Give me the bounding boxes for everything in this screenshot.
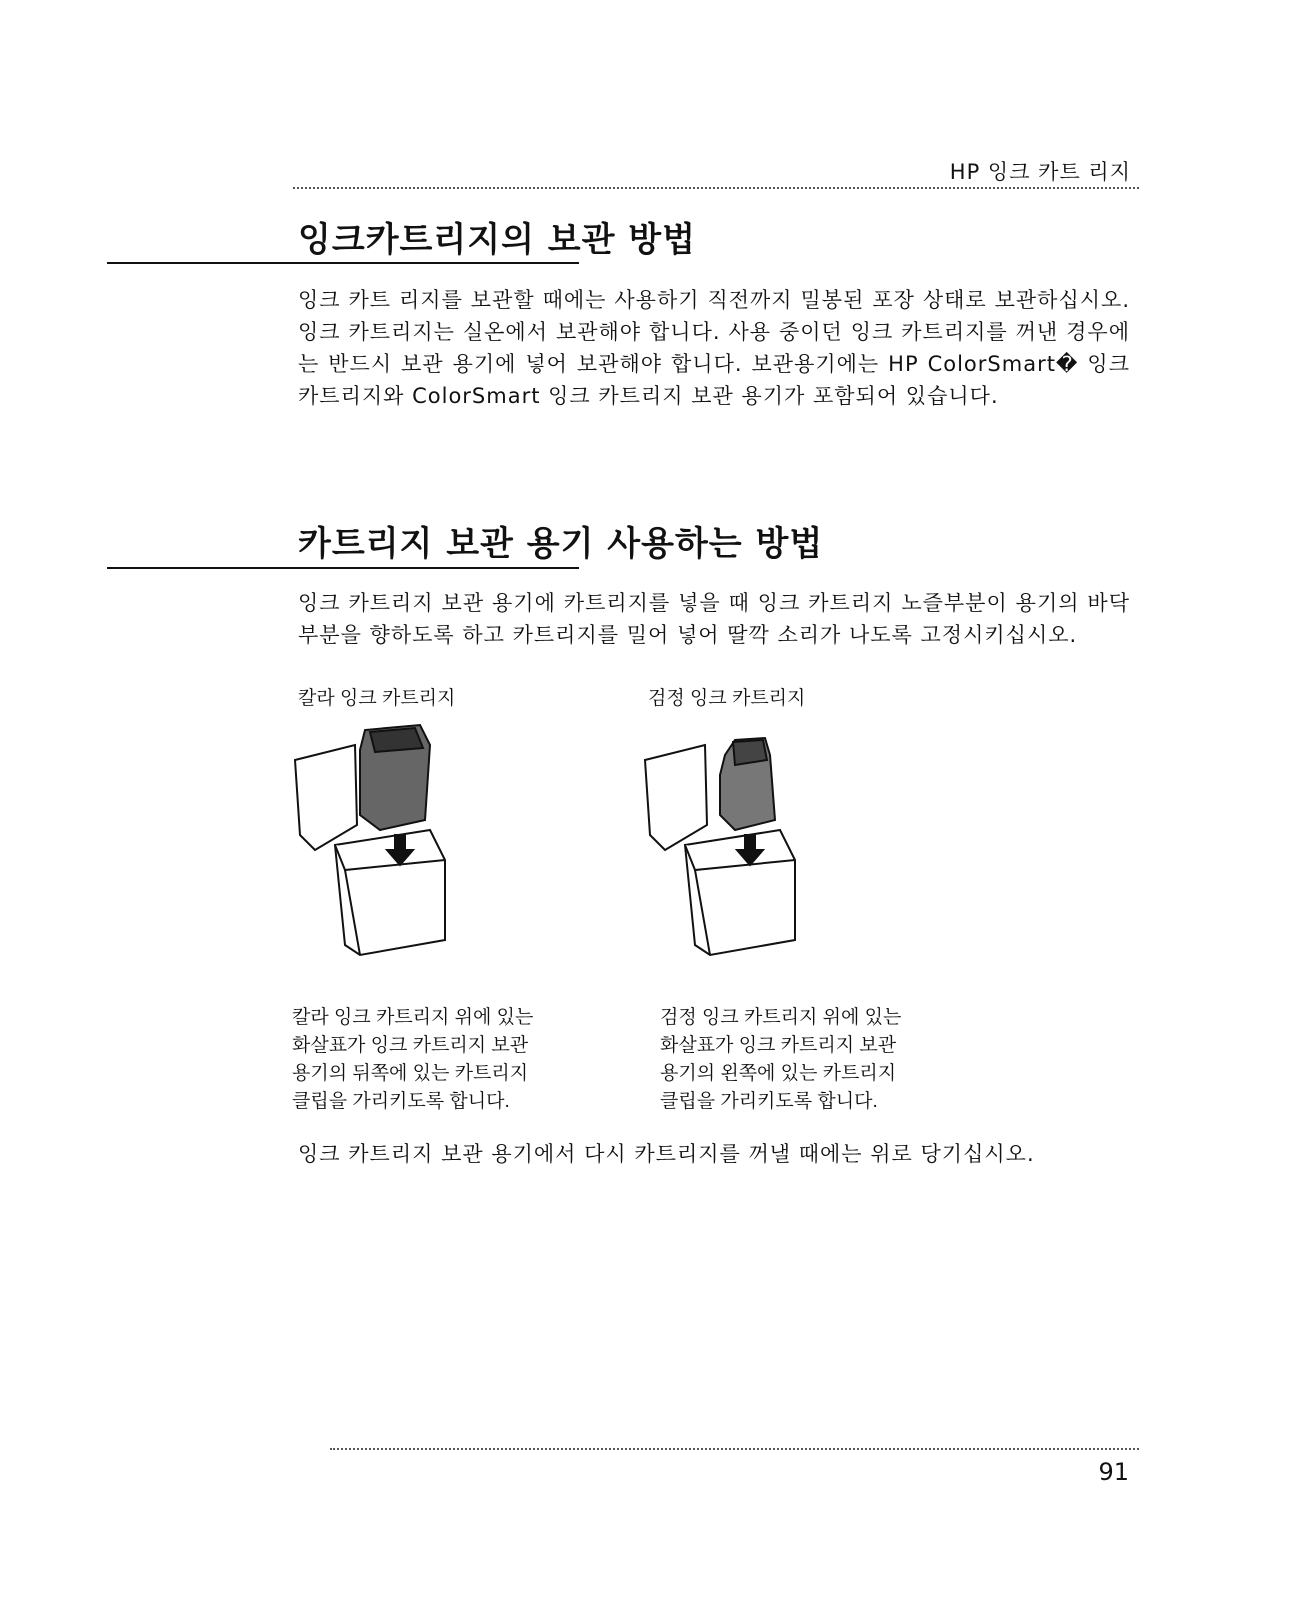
figure-caption-black: 검정 잉크 카트리지 <box>648 688 806 709</box>
color-cartridge-illustration <box>285 720 465 960</box>
heading-rule <box>107 262 579 264</box>
section-heading-container: 카트리지 보관 용기 사용하는 방법 <box>298 524 824 564</box>
figure-caption-color: 칼라 잉크 카트리지 <box>298 688 456 709</box>
figure-description-color: 칼라 잉크 카트리지 위에 있는 화살표가 잉크 카트리지 보관 용기의 뒤쪽에 있는 카트리지 클립을 가리키도록 합니다. <box>292 1007 534 1112</box>
black-cartridge-illustration <box>635 720 815 960</box>
footer-divider <box>330 1448 1139 1450</box>
header-divider <box>293 187 1139 189</box>
storage-paragraph: 잉크 카트 리지를 보관할 때에는 사용하기 직전까지 밀봉된 포장 상태로 보관하십시오. 잉크 카트리지는 실온에서 보관해야 합니다. 사용 중이던 잉크 카트리지를 꺼낸 경우에는 반드시 보관 용기에 넣어 보관해야 합니다. 보관용기에는 HP ColorSmart� 잉크 카트리지와 ColorSmart 잉크 카트리지 보관 용기가 포함되어 있습니다. <box>298 288 1130 408</box>
running-header: HP 잉크 카트 리지 <box>949 160 1131 184</box>
container-paragraph: 잉크 카트리지 보관 용기에 카트리지를 넣을 때 잉크 카트리지 노즐부분이 용기의 바닥 부분을 향하도록 하고 카트리지를 밀어 넣어 딸깍 소리가 나도록 고정시키십시오. <box>298 591 1130 647</box>
heading-rule <box>107 567 579 569</box>
closing-paragraph: 잉크 카트리지 보관 용기에서 다시 카트리지를 꺼낼 때에는 위로 당기십시오. <box>298 1142 1035 1166</box>
page-number: 91 <box>1098 1458 1129 1486</box>
section-heading-storage: 잉크카트리지의 보관 방법 <box>298 220 696 260</box>
figure-description-black: 검정 잉크 카트리지 위에 있는 화살표가 잉크 카트리지 보관 용기의 왼쪽에 있는 카트리지 클립을 가리키도록 합니다. <box>660 1007 902 1112</box>
